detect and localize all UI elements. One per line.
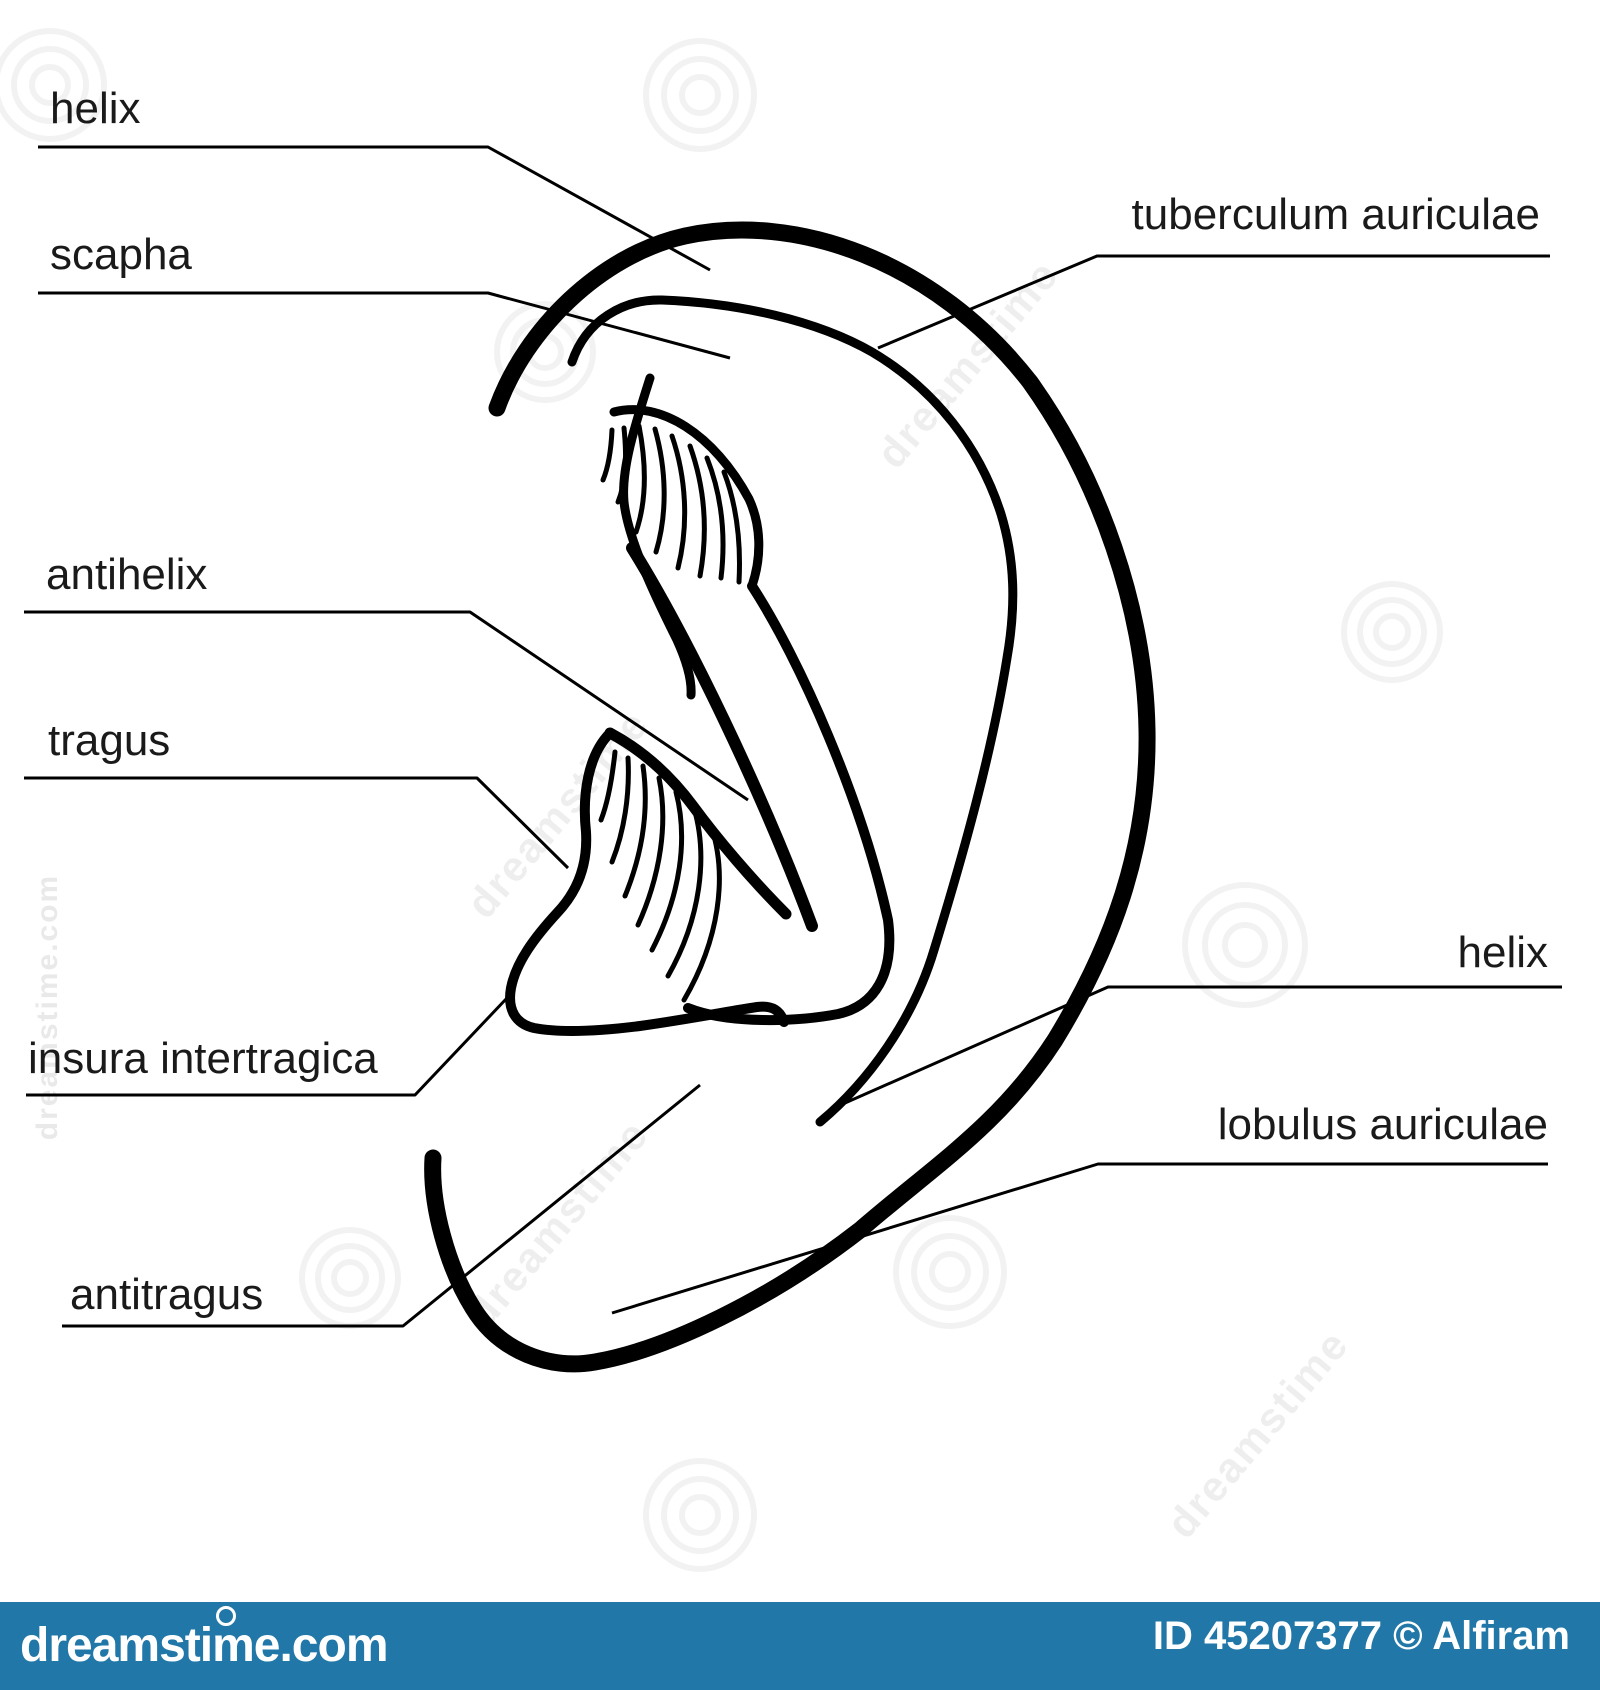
brand-logo-text: dreamstime.com [20, 1619, 388, 1672]
brand-logo [20, 1618, 388, 1673]
tragus-outline [510, 733, 784, 1031]
label-insura: insura intertragica [28, 1034, 378, 1083]
watermark-text-vertical: dreamstime.com [31, 873, 65, 1141]
watermark-text: dreamstime [1157, 1320, 1358, 1547]
leader-lobulus [612, 1164, 1548, 1313]
label-antitragus: antitragus [70, 1270, 264, 1319]
leader-helix-right [845, 987, 1562, 1103]
leader-antihelix [24, 612, 748, 800]
label-helix-right: helix [1457, 928, 1548, 977]
label-lobulus: lobulus auriculae [1217, 1100, 1548, 1149]
watermark-text: dreamstime [457, 1110, 658, 1337]
image-credit: ID 45207377 © Alfiram [1152, 1614, 1570, 1658]
spiral-icon [216, 1606, 236, 1626]
watermark-bar [0, 1602, 1600, 1690]
label-scapha: scapha [50, 230, 192, 279]
watermark-text: dreamstime [867, 250, 1068, 477]
antihelix-bow [688, 586, 889, 1020]
watermark-text: dreamstime [457, 700, 658, 927]
label-helix-left: helix [50, 84, 141, 133]
label-tragus: tragus [48, 716, 171, 765]
label-antihelix: antihelix [46, 550, 208, 599]
label-tuberculum: tuberculum auriculae [1131, 190, 1540, 239]
watermark-spirals [0, 31, 1440, 1569]
leader-tragus [24, 778, 568, 868]
